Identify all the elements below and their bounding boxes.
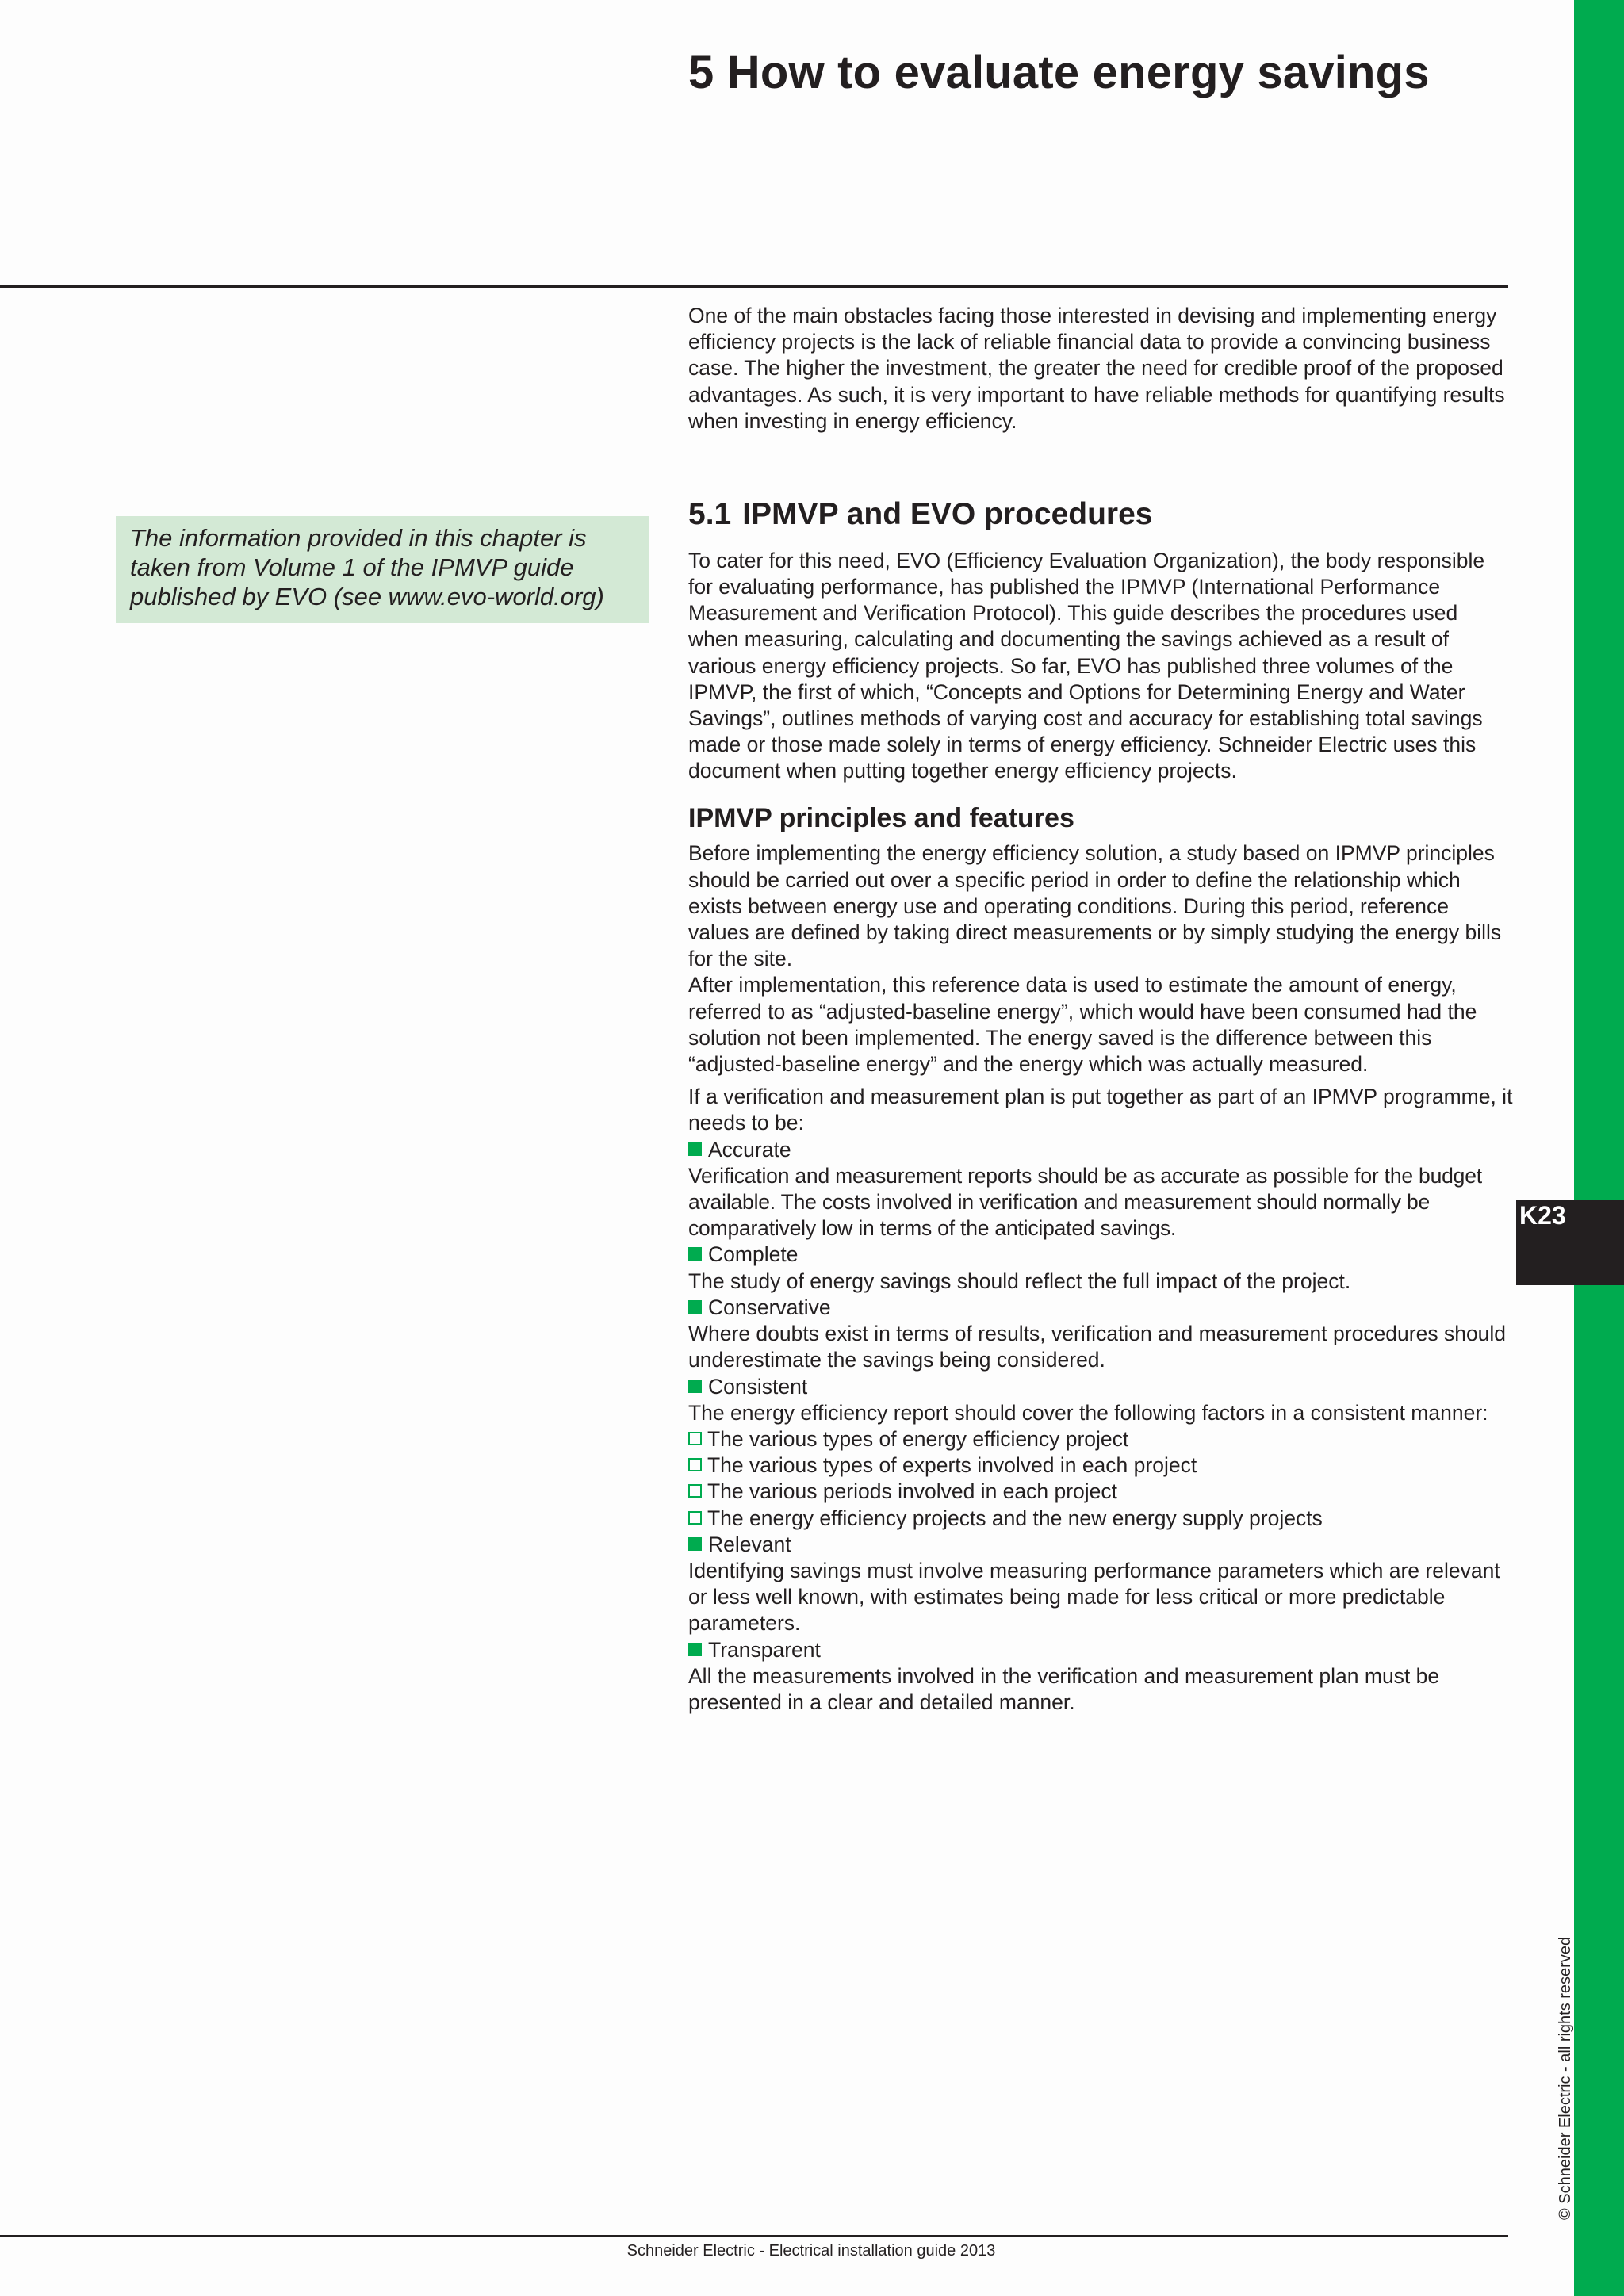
list-item-text: The energy efficiency report should cover the following factors in a consistent manner: (688, 1400, 1488, 1425)
page-number-tab: K23 (1516, 1200, 1624, 1285)
sublist-item: The various types of experts involved in each project (688, 1452, 1513, 1479)
main-column (688, 303, 1513, 1716)
sidenote-box (116, 516, 649, 623)
section-title: IPMVP and EVO procedures (742, 497, 1153, 532)
list-item-text: Verification and measurement reports should be as accurate as possible for the budget available. The costs involved in verification and measurement should normally be comparatively low in terms of the anticipated savings. (688, 1163, 1482, 1241)
sublist-item: The various types of energy efficiency project (688, 1426, 1513, 1452)
section-body: To cater for this need, EVO (Efficiency Evaluation Organization), the body responsible for evaluating performance, has published the IPMVP (International Performance Measurement and Verification Protocol). This guide describes the procedures used when measuring, calculating and documenting the savings achieved as a result of various energy efficiency projects. So far, EVO has published three volumes of the IPMVP, the first of which, “Concepts and Options for Determining Energy and Water Savings”, outlines methods of varying cost and accuracy for establishing total savings made or those made solely in terms of energy efficiency. Schneider Electric uses this document when putting together energy efficiency projects. (688, 548, 1485, 783)
section-number: 5.1 (688, 497, 732, 532)
section-heading (688, 496, 1513, 534)
chapter-title: 5 How to evaluate energy savings (688, 47, 1430, 98)
principles-paragraph-3: If a verification and measurement plan is put together as part of an IPMVP programme, it needs to be: (688, 1085, 1513, 1135)
list-item-text: Identifying savings must involve measuring performance parameters which are relevant or less well known, with estimates being made for less critical or more predictable parameters. (688, 1558, 1500, 1636)
list-item-label: Relevant (688, 1532, 1513, 1558)
list-item-text: The study of energy savings should reflect the full impact of the project. (688, 1269, 1351, 1293)
list-item-label: Complete (688, 1242, 1513, 1268)
principles-paragraph-2: After implementation, this reference data is used to estimate the amount of energy, referred to as “adjusted-baseline energy”, which would have been consumed had the solution not been implemented. The energy saved is the difference between this “adjusted-baseline energy” and the energy which was actually measured. (688, 973, 1477, 1077)
list-item-label: Conservative (688, 1295, 1513, 1321)
list-item-text: Where doubts exist in terms of results, verification and measurement procedures should underestimate the savings being considered. (688, 1322, 1507, 1372)
hollow-square-bullet-icon (688, 1511, 702, 1525)
square-bullet-icon (688, 1380, 702, 1393)
copyright-notice: © Schneider Electric - all rights reserved (1557, 1936, 1574, 2220)
list-item-label: Accurate (688, 1137, 1513, 1163)
intro-paragraph: One of the main obstacles facing those interested in devising and implementing energy efficiency projects is the lack of reliable financial data to provide a convincing business case. The higher the investment, the greater the need for credible proof of the proposed advantages. As such, it is very important to have reliable methods for quantifying results when investing in energy efficiency. (688, 304, 1505, 433)
list-item-text: All the measurements involved in the verification and measurement plan must be presented in a clear and detailed manner. (688, 1663, 1440, 1714)
list-item-label: Transparent (688, 1637, 1513, 1663)
margin-color-bar (1574, 0, 1624, 2296)
sublist-item: The energy efficiency projects and the new energy supply projects (688, 1506, 1513, 1532)
square-bullet-icon (688, 1142, 702, 1156)
footer (0, 2242, 1624, 2260)
square-bullet-icon (688, 1537, 702, 1551)
sidenote-text: The information provided in this chapter is taken from Volume 1 of the IPMVP guide published by EVO (see www.evo-world.org) (130, 524, 604, 610)
square-bullet-icon (688, 1300, 702, 1314)
square-bullet-icon (688, 1643, 702, 1656)
principles-paragraph-1: Before implementing the energy efficiency solution, a study based on IPMVP principles should be carried out over a specific period in order to define the relationship which exists between energy use and operating conditions. During this period, reference values are defined by taking direct measurements or by simply studying the energy bills for the site. (688, 841, 1502, 971)
square-bullet-icon (688, 1247, 702, 1261)
list-item-label: Consistent (688, 1374, 1513, 1400)
header-divider (0, 285, 1508, 288)
hollow-square-bullet-icon (688, 1484, 702, 1498)
subsection-heading: IPMVP principles and features (688, 802, 1074, 833)
footer-divider (0, 2235, 1508, 2237)
hollow-square-bullet-icon (688, 1458, 702, 1471)
hollow-square-bullet-icon (688, 1432, 702, 1445)
footer-text: Schneider Electric - Electrical installation guide 2013 (626, 2242, 996, 2260)
sublist-item: The various periods involved in each project (688, 1479, 1513, 1505)
